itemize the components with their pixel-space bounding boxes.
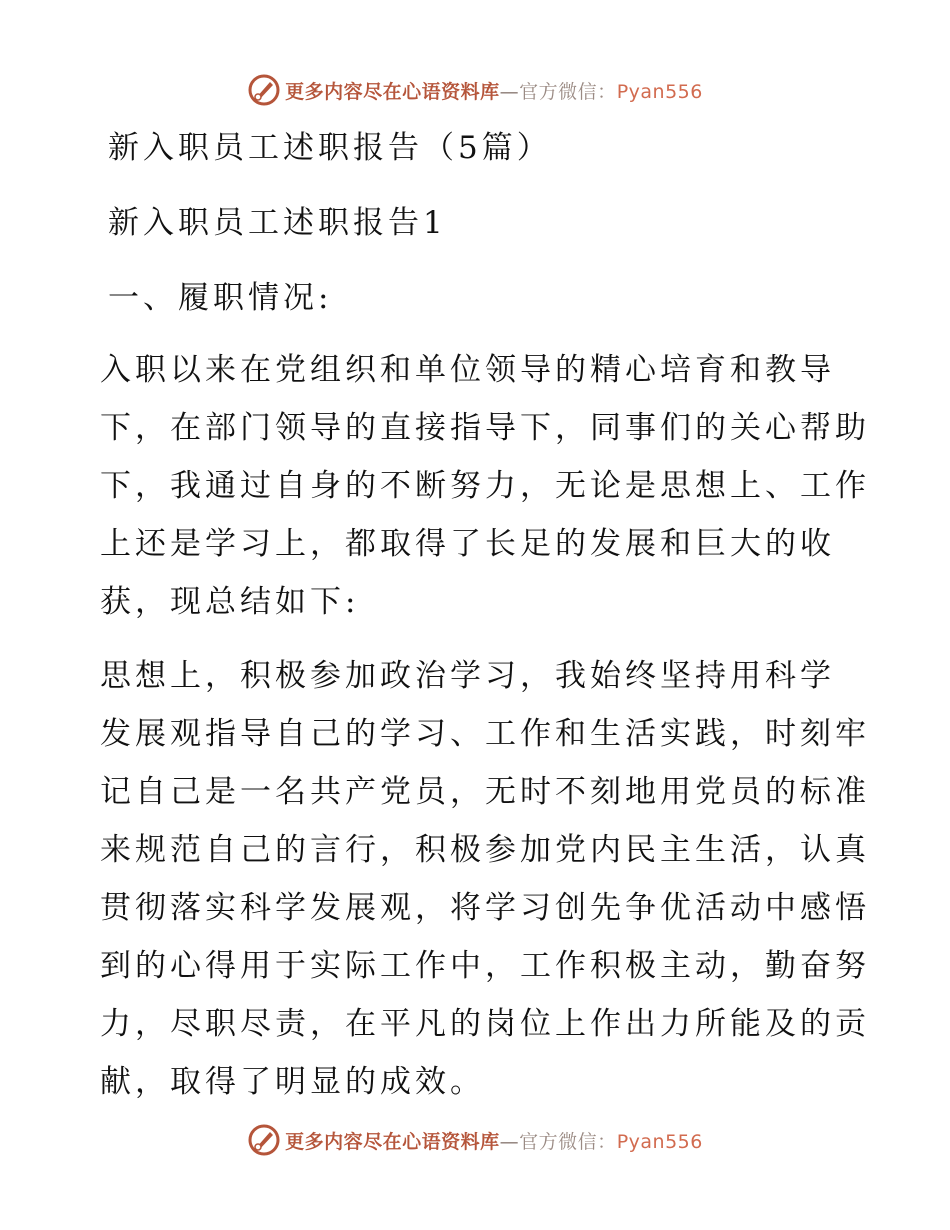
paragraph-line: 思想上，积极参加政治学习，我始终坚持用科学	[100, 658, 835, 694]
paragraph-line: 获，现总结如下:	[100, 584, 360, 620]
paragraph-line: 献，取得了明显的成效。	[100, 1064, 485, 1100]
paragraph-line: 发展观指导自己的学习、工作和生活实践，时刻牢	[100, 716, 870, 752]
paragraph-line: 记自己是一名共产党员，无时不刻地用党员的标准	[100, 774, 870, 810]
banner-wechat-label: 官方微信：	[519, 80, 617, 103]
document-subtitle: 新入职员工述职报告1	[108, 205, 447, 241]
footer-watermark-banner	[0, 1120, 950, 1160]
section-heading: 一、履职情况:	[108, 280, 333, 316]
quill-logo-icon	[247, 1123, 281, 1157]
header-watermark-banner	[0, 70, 950, 110]
paragraph-line: 入职以来在党组织和单位领导的精心培育和教导	[100, 352, 835, 388]
banner-wechat-id: Pyan556	[616, 80, 703, 103]
paragraph-line: 下，我通过自身的不断努力，无论是思想上、工作	[100, 468, 870, 504]
quill-logo-icon	[247, 73, 281, 107]
paragraph-line: 来规范自己的言行，积极参加党内民主生活，认真	[100, 832, 870, 868]
paragraph-line: 力，尽职尽责，在平凡的岗位上作出力所能及的贡	[100, 1006, 870, 1042]
paragraph-line: 上还是学习上，都取得了长足的发展和巨大的收	[100, 526, 835, 562]
banner-text	[285, 1127, 703, 1154]
banner-site-name: 更多内容尽在心语资料库	[285, 1130, 500, 1153]
banner-site-name: 更多内容尽在心语资料库	[285, 80, 500, 103]
banner-wechat-id: Pyan556	[616, 1130, 703, 1153]
document-title: 新入职员工述职报告（5篇）	[108, 130, 552, 166]
banner-wechat-label: 官方微信：	[519, 1130, 617, 1153]
paragraph-line: 下，在部门领导的直接指导下，同事们的关心帮助	[100, 410, 870, 446]
paragraph-line: 到的心得用于实际工作中，工作积极主动，勤奋努	[100, 948, 870, 984]
banner-separator: —	[499, 1130, 520, 1153]
banner-separator: —	[499, 80, 520, 103]
banner-text	[285, 77, 703, 104]
paragraph-line: 贯彻落实科学发展观，将学习创先争优活动中感悟	[100, 890, 870, 926]
